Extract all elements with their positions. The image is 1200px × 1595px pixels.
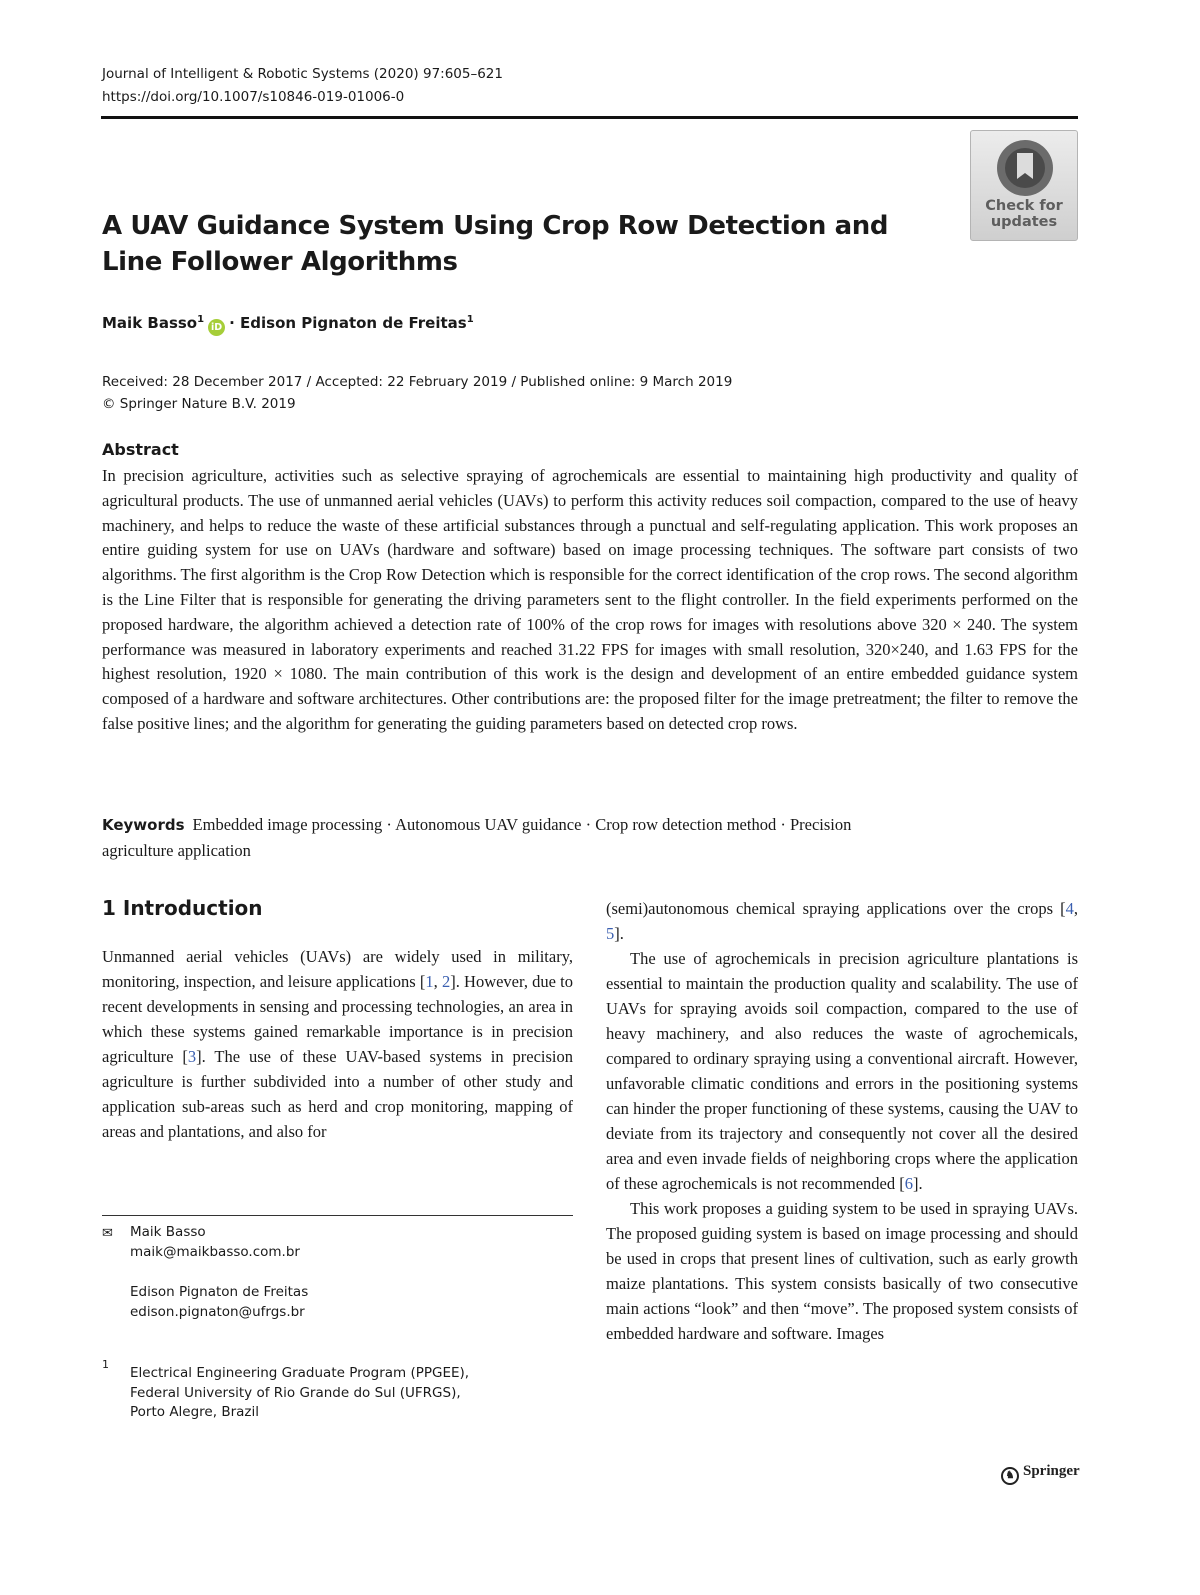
citation-link[interactable]: 6 (904, 1174, 913, 1193)
text-run: The use of agrochemicals in precision agriculture plantations is essential to maintain the production quality and scalability. The use of UAVs for spraying avoids soil compaction, compared to the use of heavy machinery, and also reduces the waste of agrochemicals, compared to ordinary spraying using a conventional aircraft. However, unfavorable climatic conditions and errors in the positioning systems can hinder the proper functioning of these systems, causing the UAV to deviate from its trajectory and consequently not cover all the desired area and even invade fields of neighboring crops where the application of these agrochemicals is not recommended [ (606, 949, 1078, 1193)
contact-name: Edison Pignaton de Freitas (130, 1284, 309, 1300)
doi-link[interactable]: https://doi.org/10.1007/s10846-019-01006-0 (102, 89, 405, 105)
text-run: ]. (614, 924, 624, 943)
author-name[interactable]: Maik Basso (102, 314, 198, 332)
paragraph: This work proposes a guiding system to be used in spraying UAVs. The proposed guiding system is based on image processing and should be used in crops that present lines of cultivation, such as early growth maize plantations. This system consists basically of two consecutive main actions “look” and then “move”. The proposed system consists of embedded hardware and software. Images (606, 1199, 1078, 1343)
author-separator: · (229, 314, 235, 332)
affiliation-line: Electrical Engineering Graduate Program (PPGEE), (130, 1365, 470, 1381)
text-run: Unmanned aerial vehicles (UAVs) are widely used in military, monitoring, inspection, and leisure applications [ (102, 947, 573, 991)
keywords-block (102, 812, 922, 863)
corresponding-author-contacts (130, 1222, 308, 1322)
author-name[interactable]: Edison Pignaton de Freitas (240, 314, 467, 332)
check-for-updates-badge[interactable] (970, 130, 1078, 241)
contact-email[interactable]: edison.pignaton@ufrgs.br (130, 1304, 305, 1320)
orcid-icon[interactable]: iD (208, 319, 225, 336)
paragraph (606, 896, 1078, 946)
keywords-list: Embedded image processing · Autonomous UAV guidance · Crop row detection method · Precision agriculture application (102, 815, 852, 860)
text-run: ]. (912, 1174, 923, 1193)
text-run: ]. However, due to recent developments in sensing and processing technologies, an area in which these systems gained remarkable importance is in precision agriculture [ (102, 972, 574, 1066)
journal-citation: Journal of Intelligent & Robotic Systems (2020) 97:605–621 (102, 66, 503, 82)
right-column-text (606, 896, 1078, 1346)
paragraph (606, 946, 1078, 1196)
footnote-rule (102, 1215, 573, 1216)
citation-link[interactable]: 4 (1065, 899, 1074, 918)
text-run: , (1073, 899, 1078, 918)
affiliation-number: 1 (102, 1358, 109, 1371)
author-affiliation-mark: 1 (466, 314, 474, 325)
header-rule (101, 116, 1078, 119)
section-heading-introduction: 1 Introduction (102, 896, 263, 920)
citation-link[interactable]: 1 (425, 972, 434, 991)
author-list (102, 314, 474, 336)
publisher-name: Springer (1023, 1463, 1080, 1479)
envelope-icon: ✉ (102, 1226, 113, 1241)
affiliation-line: Federal University of Rio Grande do Sul (UFRGS), (130, 1384, 461, 1401)
citation-link[interactable]: 2 (441, 972, 451, 991)
text-run: ]. The use of these UAV-based systems in precision agriculture is further subdivided into a number of other study and application sub-areas such as herd and crop monitoring, mapping of areas and plantations, and also for (102, 1047, 573, 1141)
publisher-logo (1001, 1463, 1080, 1485)
citation-link[interactable]: 5 (606, 924, 615, 943)
bookmark-circle-icon (985, 137, 1065, 199)
abstract-text: In precision agriculture, activities such as selective spraying of agrochemicals are essential to maintaining high productivity and quality of agricultural products. The use of unmanned aerial vehicles (UAVs) to perform this activity reduces soil compaction, compared to the use of heavy machinery, and helps to reduce the waste of these artificial substances through a punctual and self-regulating application. This work proposes an entire guiding system for use on UAVs (hardware and software) based on image processing techniques. The software part consists of two algorithms. The first algorithm is the Crop Row Detection which is responsible for the correct identification of the crop rows. The second algorithm is the Line Filter that is responsible for generating the driving parameters sent to the flight controller. In the field experiments performed on the proposed hardware, the algorithm achieved a detection rate of 100% of the crop rows for images with resolutions above 320 × 240. The system performance was measured in laboratory experiments and reached 31.22 FPS for images with small resolution, 320×240, and 1.63 FPS for the highest resolution, 1920 × 1080. The main contribution of this work is the design and development of an entire embedded guidance system composed of a hardware and software architectures. Other contributions are: the proposed filter for the image pretreatment; the filter to remove the false positive lines; and the algorithm for generating the guiding parameters based on detected crop rows. (102, 466, 1078, 733)
keywords-label: Keywords (102, 816, 185, 834)
abstract-heading: Abstract (102, 440, 179, 459)
check-for-updates-label: Check for updates (985, 198, 1063, 230)
text-run: , (433, 972, 442, 991)
publication-dates: Received: 28 December 2017 / Accepted: 22 February 2019 / Published online: 9 March 2019 (102, 374, 733, 390)
author-affiliation-mark: 1 (197, 314, 205, 325)
affiliation-line: Porto Alegre, Brazil (130, 1404, 259, 1420)
affiliation-address (130, 1364, 469, 1423)
paragraph (102, 944, 573, 1144)
contact-email[interactable]: maik@maikbasso.com.br (130, 1244, 300, 1260)
left-column-text (102, 944, 573, 1144)
text-run: (semi)autonomous chemical spraying applications over the crops [ (606, 899, 1066, 918)
paper-title: A UAV Guidance System Using Crop Row Detection and Line Follower Algorithms (102, 211, 889, 277)
contact-name: Maik Basso (130, 1224, 206, 1240)
springer-horse-icon: ♞ (1001, 1467, 1019, 1485)
copyright-notice: © Springer Nature B.V. 2019 (102, 396, 296, 412)
citation-link[interactable]: 3 (187, 1047, 197, 1066)
